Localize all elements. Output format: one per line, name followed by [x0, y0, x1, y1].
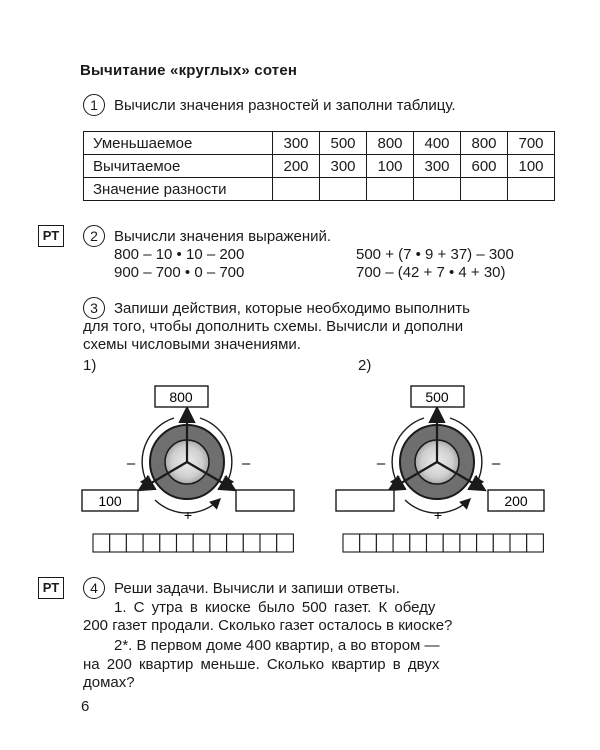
table-cell: 400 [414, 132, 461, 155]
grid-cell[interactable] [243, 534, 260, 552]
grid-cell[interactable] [193, 534, 210, 552]
task3-text-line: Запиши действия, которые необходимо выполнить [114, 300, 470, 317]
task4-text: Реши задачи. Вычисли и запиши ответы. [114, 580, 400, 597]
grid-cell[interactable] [260, 534, 277, 552]
table-cell: 200 [273, 155, 320, 178]
task2-text: Вычисли значения выражений. [114, 228, 332, 245]
table-cell: 100 [367, 155, 414, 178]
row-label: Значение разности [84, 178, 273, 201]
task2-number: 2 [83, 225, 105, 247]
expression: 700 – (42 + 7 • 4 + 30) [356, 264, 506, 281]
page-number: 6 [81, 698, 90, 715]
task3-number: 3 [83, 297, 105, 319]
minus-sign: – [126, 455, 136, 472]
table-cell: 100 [508, 155, 555, 178]
grid-cell[interactable] [343, 534, 360, 552]
scheme-2 [336, 386, 544, 523]
problem-line: на 200 квартир меньше. Сколько квартир в двух [83, 656, 440, 673]
row-label: Уменьшаемое [84, 132, 273, 155]
problem-line: 2*. В первом доме 400 квартир, а во втором — [114, 637, 440, 654]
grid-cell[interactable] [227, 534, 244, 552]
grid-cell[interactable] [126, 534, 143, 552]
row-label: Вычитаемое [84, 155, 273, 178]
table-cell: 500 [320, 132, 367, 155]
top-box-value: 800 [169, 389, 193, 405]
table-cell: 800 [461, 132, 508, 155]
plus-sign: + [433, 507, 443, 523]
grid-cell[interactable] [477, 534, 494, 552]
grid-cell[interactable] [143, 534, 160, 552]
problem-line: домах? [83, 674, 135, 691]
grid-cell[interactable] [160, 534, 177, 552]
minus-sign: – [376, 455, 386, 472]
grid-cell[interactable] [360, 534, 377, 552]
answer-grid-1[interactable] [93, 534, 293, 552]
table-cell: 300 [320, 155, 367, 178]
top-box-value: 500 [425, 389, 449, 405]
table-cell: 300 [414, 155, 461, 178]
scheme-label: 1) [83, 357, 97, 374]
grid-cell[interactable] [527, 534, 544, 552]
grid-cell[interactable] [427, 534, 444, 552]
rt-badge: РТ [38, 225, 64, 247]
right-box-empty[interactable] [236, 490, 294, 511]
grid-cell[interactable] [277, 534, 294, 552]
scheme-label: 2) [358, 357, 372, 374]
minus-sign: – [491, 455, 501, 472]
grid-cell[interactable] [410, 534, 427, 552]
scheme-1 [82, 386, 294, 523]
expression: 800 – 10 • 10 – 200 [114, 246, 245, 263]
problem-line: 200 газет продали. Сколько газет осталось в киоске? [83, 617, 453, 634]
grid-cell[interactable] [443, 534, 460, 552]
grid-cell[interactable] [376, 534, 393, 552]
grid-cell[interactable] [210, 534, 227, 552]
minus-sign: – [241, 455, 251, 472]
table-cell: 700 [508, 132, 555, 155]
grid-cell[interactable] [510, 534, 527, 552]
table-cell: 800 [367, 132, 414, 155]
left-box-value: 100 [98, 493, 122, 509]
task1-number: 1 [83, 94, 105, 116]
expression: 900 – 700 • 0 – 700 [114, 264, 245, 281]
task3-text-line: схемы числовыми значениями. [83, 336, 301, 353]
grid-cell[interactable] [493, 534, 510, 552]
answer-grid-2[interactable] [343, 534, 543, 552]
left-box-empty[interactable] [336, 490, 394, 511]
grid-cell[interactable] [177, 534, 194, 552]
page-title: Вычитание «круглых» сотен [80, 62, 298, 79]
grid-cell[interactable] [460, 534, 477, 552]
task1-text: Вычисли значения разностей и заполни таблицу. [114, 97, 456, 114]
grid-cell[interactable] [93, 534, 110, 552]
expression: 500 + (7 • 9 + 37) – 300 [356, 246, 514, 263]
grid-cell[interactable] [110, 534, 127, 552]
right-box-value: 200 [504, 493, 528, 509]
task3-text-line: для того, чтобы дополнить схемы. Вычисли и дополни [83, 318, 464, 335]
grid-cell[interactable] [393, 534, 410, 552]
plus-sign: + [183, 507, 193, 523]
rt-badge: РТ [38, 577, 64, 599]
problem-line: 1. С утра в киоске было 500 газет. К обеду [114, 599, 436, 616]
table-cell: 600 [461, 155, 508, 178]
task4-number: 4 [83, 577, 105, 599]
table-cell: 300 [273, 132, 320, 155]
